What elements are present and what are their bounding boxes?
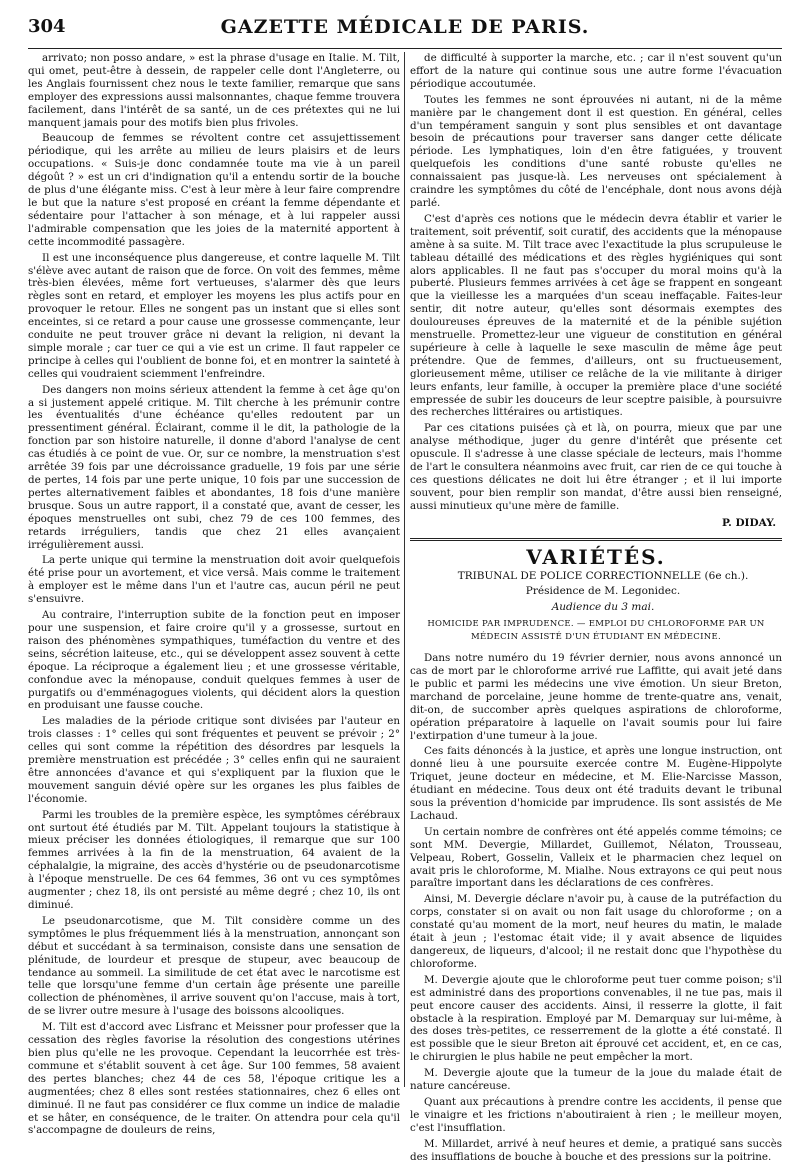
paragraph: Le pseudonarcotisme, que M. Tilt considère comme un des symptômes le plus fréquemment liés à la menstruation, annonçant son début et succédant à sa terminaison, consiste dans une sensation de plénitude, de lourdeur et presque de stupeur, avec beaucoup de tendance au sommeil. La similitude de cet état avec le narcotisme est telle que lorsqu'une femme d'un certain âge présente une pareille collection de phénomènes, il arrive souvent qu'on l'accuse, mais à tort, de se livrer outre mesure à l'usage des boissons alcooliques. (28, 914, 400, 1018)
paragraph: Ainsi, M. Devergie déclare n'avoir pu, à cause de la putréfaction du corps, constater si on avait ou non fait usage du chloroforme ; on a constaté qu'au moment de la mort, neuf heures du matin, le malade était à jeun ; l'estomac était vide; il y avait absence de liquides dangereux, de liqueurs, d'alcool; il ne restait donc que l'hypothèse du chloroforme. (410, 893, 782, 970)
right-column (410, 52, 782, 1163)
section-title: VARIÉTÉS. (526, 544, 666, 569)
paragraph: Ces faits dénoncés à la justice, et après une longue instruction, ont donné lieu à une poursuite exercée contre M. Eugène-Hippolyte Triquet, jeune docteur en médecine, et M. Elie-Narcisse Masson, étudiant en médecine. Tous deux ont été traduits devant le tribunal sous la prévention d'homicide par imprudence. Ils sont assistés de Me Lachaud. (410, 745, 782, 822)
paragraph: Quant aux précautions à prendre contre les accidents, il pense que le vinaigre et les frictions n'aboutiraient à rien ; le meilleur moyen, c'est l'insufflation. (410, 1095, 782, 1134)
column-divider (404, 52, 405, 1087)
tribunal-heading: TRIBUNAL DE POLICE CORRECTIONNELLE (6e ch.). (457, 569, 749, 582)
presidence-line: Présidence de M. Legonidec. (525, 585, 681, 598)
paragraph: Par ces citations puisées çà et là, on pourra, mieux que par une analyse méthodique, juger du genre d'intérêt que présente cet opuscule. Il s'adresse à une classe spéciale de lecteurs, mais l'homme de l'art le consultera néanmoins avec fruit, car rien de ce qui touche à ces questions délicates ne doit lui être étranger ; et il lui importe souvent, pour bien remplir son mandat, d'être aussi bien renseigné, aussi minutieux qu'une mère de famille. (410, 422, 782, 512)
paragraph: M. Millardet, arrivé à neuf heures et demie, a pratiqué sans succès des insufflations de bouche à bouche et des pressions sur la poitrine. (410, 1137, 782, 1163)
paragraph: Un certain nombre de confrères ont été appelés comme témoins; ce sont MM. Devergie, Millardet, Guillemot, Nélaton, Trousseau, Velpeau, Robert, Gosselin, Valleix et le pharmacien chez lequel on avait pris le chloroforme, M. Mialhe. Nous extrayons ce qui peut nous paraître important dans les déclarations de ces confrères. (410, 825, 782, 890)
paragraph: Parmi les troubles de la première espèce, les symptômes cérébraux ont surtout été étudiés par M. Tilt. Appelant toujours la statistique à mieux préciser les données étiologiques, il remarque que sur 100 femmes arrivées à la fin de la menstruation, 64 avaient de la céphalalgie, la migraine, des accès d'hystérie ou de pseudonarcotisme à l'époque menstruelle. De ces 64 femmes, 36 ont vu ces symptômes augmenter ; chez 18, ils ont persisté au même degré ; chez 10, ils ont diminué. (28, 808, 400, 911)
left-column (28, 52, 400, 1137)
paragraph: C'est d'après ces notions que le médecin devra établir et varier le traitement, soit préventif, soit curatif, des accidents que la ménopause amène à sa suite. M. Tilt trace avec l'exactitude la plus scrupuleuse le tableau détaillé des médications et des règles hygiéniques qui sont alors applicables. Il ne faut pas s'occuper du moral moins qu'à la puberté. Plusieurs femmes arrivées à cet âge se frappent en songeant que la vieillesse les a marquées d'un sceau ineffaçable. Faites-leur sentir, dit notre auteur, qu'elles sont désormais exemptes des douloureuses épreuves de la maternité et de la pénible sujétion menstruelle. Promettez-leur une vigueur de constitution en général supérieure à celle à laquelle le sexe masculin de même âge peut prétendre. Que de femmes, d'ailleurs, ont su fructueusement, glorieusement même, utiliser ce relâche de la vie militante à diriger leurs enfants, leur famille, à occuper la première place d'une société empressée de subir les douceurs de leur sceptre paisible, à poursuivre des recherches littéraires ou artistiques. (410, 212, 782, 419)
audience-date: Audience du 3 mai. (551, 601, 655, 614)
paragraph: Les maladies de la période critique sont divisées par l'auteur en trois classes : 1° celles qui sont fréquentes et peuvent se prévoir ; 2° celles qui sont comme la répétition des désordres par lesquels la première menstruation est précédée ; 3° celles enfin qui ne sauraient être annoncées d'avance et qui s'expliquent par la fluxion que le mouvement sanguin dévié opère sur les organes les plus faibles de l'économie. (28, 715, 400, 805)
paragraph: Il est une inconséquence plus dangereuse, et contre laquelle M. Tilt s'élève avec autant de raison que de force. On voit des femmes, même très-bien élevées, même fort vertueuses, s'alarmer dès que leurs règles sont en retard, et employer les moyens les plus actifs pour en provoquer le retour. Elles ne songent pas un instant que si elles sont enceintes, si ce retard a pour cause une grossesse commençante, leur conduite ne peut trouver grâce ni devant la religion, ni devant la simple morale ; car tuer ce qui a vie est un crime. Il faut rappeler ce principe à celles qui l'oublient de bonne foi, et en montrer la sainteté à celles qui voudraient sciemment l'enfreindre. (28, 251, 400, 380)
section-divider (410, 538, 782, 541)
paragraph: M. Devergie ajoute que le chloroforme peut tuer comme poison; s'il est administré dans des proportions convenables, il ne tue pas, mais il peut encore causer des accidents. Ainsi, il resserre la glotte, il fait obstacle à la respiration. Employé par M. Demarquay sur lui-même, à des doses très-petites, ce resserrement de la glotte a été constaté. Il est possible que le sieur Breton ait éprouvé cet accident, et, en ce cas, le chirurgien le plus habile ne peut empêcher la mort. (410, 973, 782, 1064)
paragraph: Beaucoup de femmes se révoltent contre cet assujettissement périodique, qui les arrête au milieu de leurs plaisirs et de leurs occupations. « Suis-je donc condamnée toute ma vie à un pareil dégoût ? » est un cri d'indignation qu'il a entendu sortir de la bouche de plus d'une élégante miss. C'est à leur mère à leur faire comprendre le but que la nature s'est proposé en créant la femme dépendante et sédentaire pour l'attacher à son ménage, et à lui rappeler aussi l'admirable compensation que les joies de la maternité apportent à cette incommodité passagère. (28, 132, 400, 248)
paragraph: M. Devergie ajoute que la tumeur de la joue du malade était de nature cancéreuse. (410, 1067, 782, 1093)
case-title: HOMICIDE PAR IMPRUDENCE. — EMPLOI DU CHLOROFORME PAR UN MÉDECIN ASSISTÉ D'UN ÉTUDIANT EN MÉDECINE. (427, 619, 765, 643)
paragraph: Des dangers non moins sérieux attendent la femme à cet âge qu'on a si justement appelé critique. M. Tilt cherche à les prémunir contre les éventualités d'une échéance qu'elles redoutent par un pressentiment général. Éclairant, comme il le dit, la pathologie de la fonction par son histoire naturelle, il donne d'abord l'analyse de cent cas étudiés à ce point de vue. Or, sur ce nombre, la menstruation s'est arrêtée 39 fois par une décroissance graduelle, 19 fois par une série de pertes, 14 fois par une perte unique, 10 fois par une succession de pertes alternativement faibles et abondantes, 18 fois d'une manière brusque. Sous un autre rapport, il a constaté que, avant de cesser, les époques menstruelles ont subi, chez 79 de ces 100 femmes, des retards irréguliers, tandis que chez 21 elles avançaient irrégulièrement aussi. (28, 383, 400, 551)
author-signature: P. DIDAY. (721, 516, 776, 529)
paragraph: Au contraire, l'interruption subite de la fonction peut en imposer pour une suspension, et faire croire qu'il y a grossesse, surtout en raison des phénomènes sympathiques, tuméfaction du ventre et des seins, sécrétion laiteuse, etc., qui se développent assez souvent à cette époque. La réciproque a également lieu ; et une grossesse véritable, confondue avec la ménopause, conduit quelques femmes à user de purgatifs ou d'emménagogues violents, qui décident alors la question en produisant une fausse couche. (28, 609, 400, 712)
paragraph: Toutes les femmes ne sont éprouvées ni autant, ni de la même manière par le changement dont il est question. En général, celles d'un tempérament sanguin y sont plus sensibles et ont davantage besoin de précautions pour traverser sans danger cette délicate période. Les lymphatiques, loin d'en être fatiguées, y trouvent quelquefois les conditions d'une santé robuste qu'elles ne connaissaient pas jusque-là. Les nerveuses ont spécialement à craindre les symptômes du côté de l'encéphale, dont nous avons déjà parlé. (410, 93, 782, 209)
paragraph: M. Tilt est d'accord avec Lisfranc et Meissner pour professer que la cessation des règles favorise la résolution des congestions utérines bien plus qu'elle ne les provoque. Cependant la leucorrhée est très-commune et s'établit souvent à cet âge. Sur 100 femmes, 58 avaient des pertes blanches; chez 44 de ces 58, l'époque critique les a augmentées; chez 8 elles sont restées stationnaires, chez 6 elles ont diminué. Il ne faut pas considérer ce flux comme un indice de maladie et se hâter, en conséquence, de le traiter. On attendra pour cela qu'il s'accompagne de douleurs de reins, (28, 1021, 400, 1137)
journal-title: GAZETTE MÉDICALE DE PARIS. (220, 16, 590, 38)
paragraph: La perte unique qui termine la menstruation doit avoir quelquefois été prise pour un avortement, et vice versâ. Mais comme le traitement à employer est le même dans l'un et l'autre cas, aucun péril ne peut s'ensuivre. (28, 554, 400, 606)
page-header (28, 8, 782, 49)
paragraph: arrivato; non posso andare, » est la phrase d'usage en Italie. M. Tilt, qui omet, peut-être à dessein, de rappeler celle dont l'Angleterre, ou les Anglais fournissent chez nous le texte familier, remarque que sans employer des expressions aussi malsonnantes, chaque femme trouvera facilement, dans l'intérêt de sa santé, un de ces prétextes qui ne lui manquent jamais pour des motifs bien plus frivoles. (28, 52, 400, 129)
page-number: 304 (28, 16, 66, 37)
paragraph: de difficulté à supporter la marche, etc. ; car il n'est souvent qu'un effort de la nature qui continue sous une autre forme l'évacuation périodique accoutumée. (410, 52, 782, 90)
paragraph: Dans notre numéro du 19 février dernier, nous avons annoncé un cas de mort par le chloroforme arrivé rue Laffitte, qui avait jeté dans le public et parmi les médecins une vive émotion. Un sieur Breton, marchand de porcelaine, jeune homme de trente-quatre ans, venait, dit-on, de succomber après quelques aspirations de chloroforme, opération préparatoire à laquelle on l'avait soumis pour lui faire l'extirpation d'une tumeur à la joue. (410, 652, 782, 742)
